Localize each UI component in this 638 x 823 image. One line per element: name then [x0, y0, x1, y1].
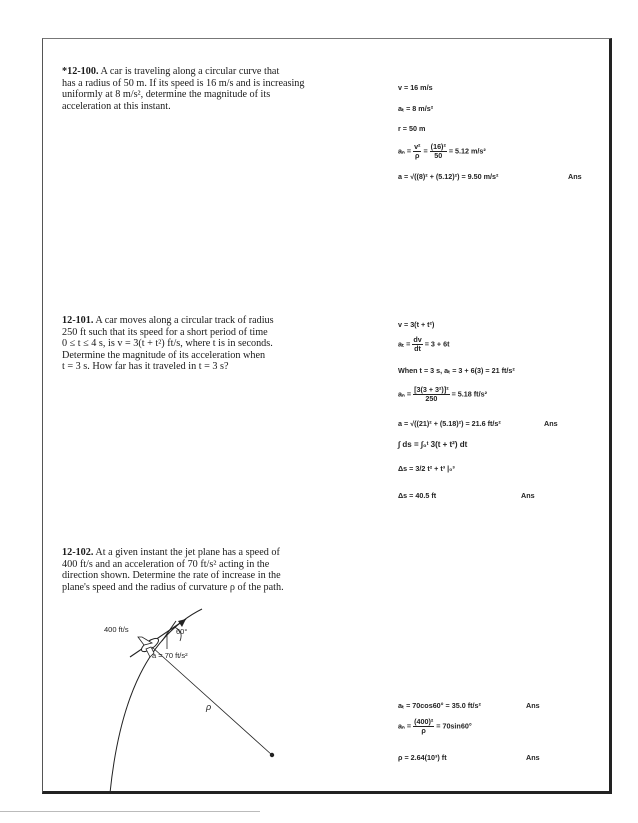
problem-text-line: t = 3 s. How far has it traveled in t = 3 s? — [62, 361, 229, 373]
denominator: ρ — [415, 151, 420, 160]
answer-label: Ans — [526, 701, 540, 710]
problem-text-line: A car is traveling along a circular curve that — [100, 66, 280, 77]
solution-equation — [398, 386, 487, 403]
problem-text-line: A car moves along a circular track of radius — [95, 315, 274, 326]
solution-line: a = √((8)² + (5.12)²) = 9.50 m/s² — [398, 172, 499, 181]
radius-line — [152, 647, 272, 755]
numerator: dv — [413, 335, 422, 344]
problem-number: 12-101. — [62, 315, 94, 326]
fraction — [413, 386, 450, 403]
problem-number: *12-100. — [62, 66, 99, 77]
solution-line: v = 16 m/s — [398, 83, 433, 92]
problem-text-line: 250 ft such that its speed for a short period of time — [62, 326, 268, 338]
equation-part: = 5.12 m/s² — [446, 146, 486, 156]
equation-part: = 5.18 ft/s² — [449, 389, 487, 399]
equation-part: aₙ = — [398, 146, 414, 156]
denominator: ρ — [421, 726, 426, 735]
solution-line: ρ = 2.64(10³) ft — [398, 753, 447, 762]
numerator: v² — [414, 142, 421, 151]
problem-text-line: uniformly at 8 m/s², determine the magnitude of its — [62, 89, 271, 101]
rho-label: ρ — [206, 702, 212, 712]
answer-label: Ans — [568, 172, 582, 181]
problem-number: 12-102. — [62, 547, 94, 558]
speed-label: 400 ft/s — [104, 625, 129, 634]
denominator: 250 — [425, 394, 438, 403]
fraction — [430, 143, 447, 160]
solution-line: aₜ = 70cos60° = 35.0 ft/s² — [398, 701, 481, 710]
flight-path-curve — [110, 609, 202, 793]
solution-line: a = √((21)² + (5.18)²) = 21.6 ft/s² — [398, 419, 501, 428]
solution-line: Δs = 3/2 t² + t³ |₀³ — [398, 464, 455, 473]
problem-12-102 — [62, 547, 324, 593]
problem-text-line: At a given instant the jet plane has a speed of — [95, 547, 280, 558]
numerator: [3(3 + 3²)]² — [414, 385, 449, 394]
denominator: 50 — [434, 151, 443, 160]
solution-line: When t = 3 s, aₜ = 3 + 6(3) = 21 ft/s² — [398, 366, 515, 375]
equation-part: aₜ = — [398, 339, 413, 349]
equation-part: = 70sin60° — [434, 721, 472, 731]
solution-equation — [398, 143, 486, 160]
solution-line: Δs = 40.5 ft — [398, 491, 437, 500]
problem-text-line: has a radius of 50 m. If its speed is 16 m/s and is increasing — [62, 77, 305, 89]
numerator: (16)² — [430, 142, 446, 151]
problem-text-line: 0 ≤ t ≤ 4 s, is v = 3(t + t²) ft/s, where t is in seconds. — [62, 338, 273, 350]
answer-label: Ans — [521, 491, 535, 500]
solution-line: ∫ ds = ∫₀ᵗ 3(t + t²) dt — [398, 440, 468, 449]
solution-line: v = 3(t + t²) — [398, 320, 435, 329]
acceleration-label: a = 70 ft/s² — [152, 651, 188, 660]
problem-text-line: Determine the magnitude of its acceleration when — [62, 349, 266, 361]
fraction — [412, 336, 422, 353]
scan-edge-line — [0, 811, 260, 812]
problem-text-line: plane's speed and the radius of curvature ρ of the path. — [62, 581, 284, 593]
solution-equation — [398, 718, 472, 735]
equation-part: = 3 + 6t — [422, 339, 450, 349]
problem-text-line: 400 ft/s and an acceleration of 70 ft/s² acting in the — [62, 558, 270, 570]
problem-text-line: acceleration at this instant. — [62, 100, 171, 112]
fraction — [413, 718, 434, 735]
problem-12-101 — [62, 315, 317, 373]
center-of-curvature — [270, 753, 274, 757]
solution-line: aₜ = 8 m/s² — [398, 104, 434, 113]
problem-12-100 — [62, 66, 317, 112]
numerator: (400)² — [414, 717, 434, 726]
answer-label: Ans — [526, 753, 540, 762]
equation-part: aₙ = — [398, 721, 414, 731]
solution-line: r = 50 m — [398, 124, 426, 133]
equation-part: = — [421, 146, 430, 156]
solution-equation — [398, 336, 449, 353]
equation-part: aₙ = — [398, 389, 414, 399]
problem-text-line: direction shown. Determine the rate of increase in the — [62, 570, 281, 582]
angle-label: 60° — [176, 627, 188, 636]
denominator: dt — [414, 344, 421, 353]
answer-label: Ans — [544, 419, 558, 428]
acceleration-arrow — [162, 621, 176, 641]
